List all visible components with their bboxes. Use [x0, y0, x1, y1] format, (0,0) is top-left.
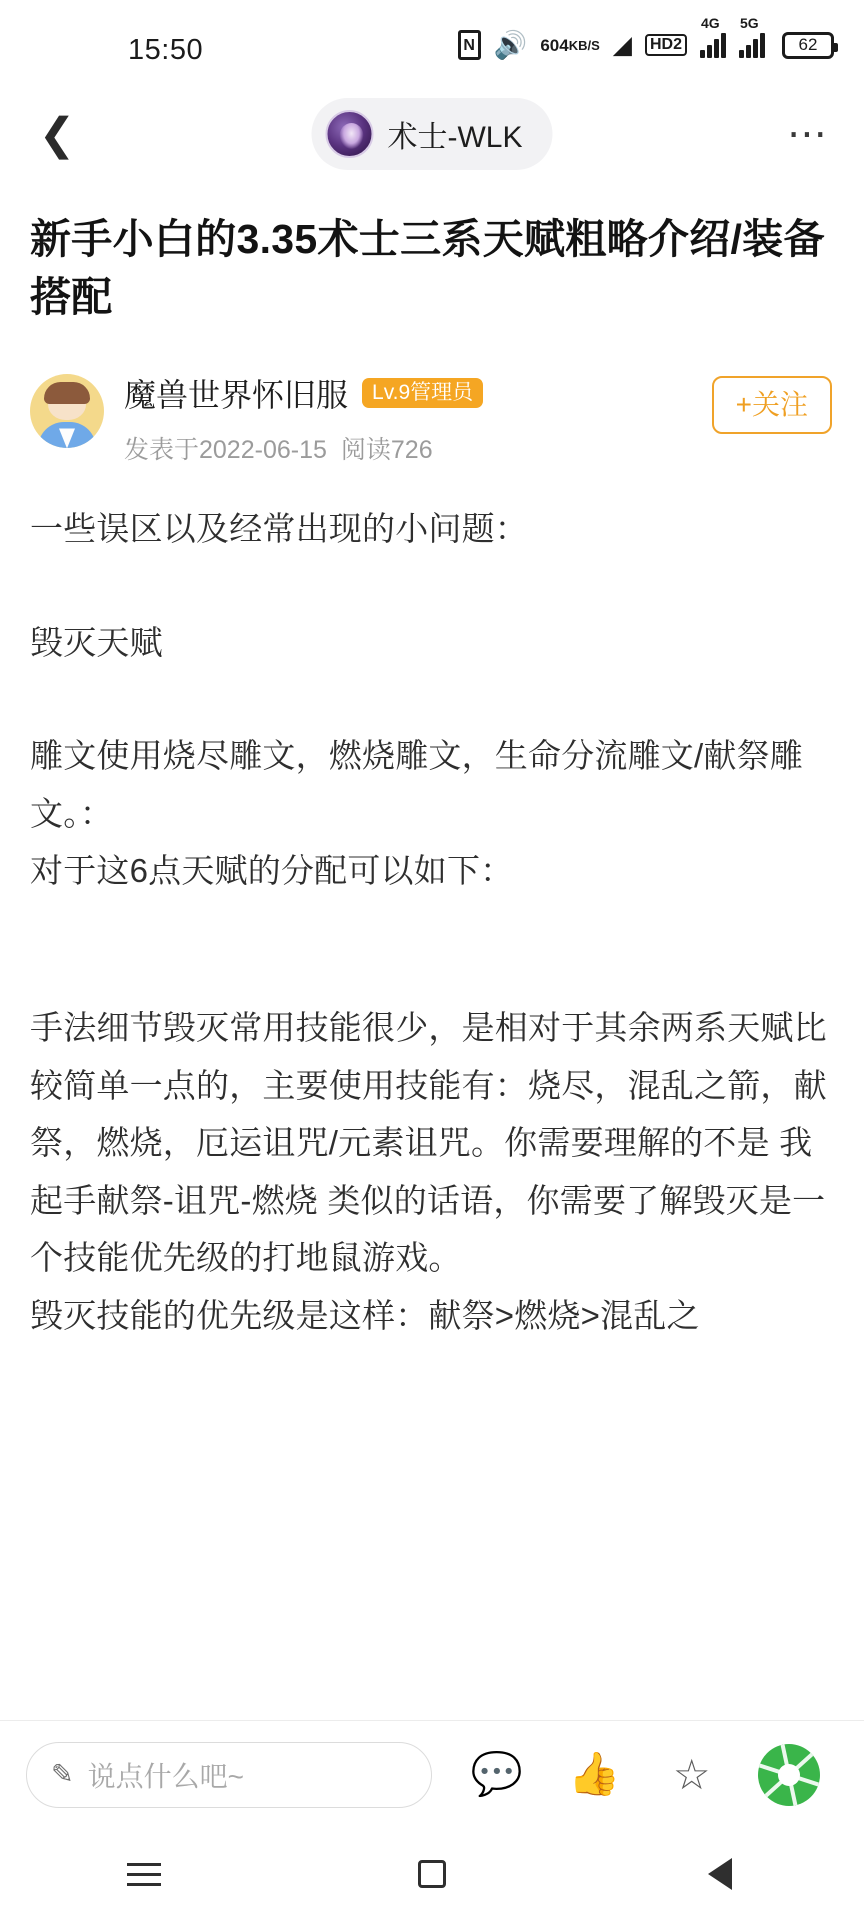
publish-date: 发表于2022-06-15	[124, 436, 327, 465]
article-container	[0, 182, 864, 1344]
hd-label: HD	[649, 36, 674, 53]
action-icons	[432, 1739, 838, 1811]
back-triangle-icon[interactable]	[680, 1844, 760, 1904]
author-name[interactable]: 魔兽世界怀旧服	[124, 377, 349, 414]
network-speed-value: 604	[540, 35, 569, 55]
author-row	[30, 370, 834, 466]
battery-level-label: 62	[798, 35, 818, 54]
article-meta	[124, 430, 483, 466]
wifi-icon: ◢	[612, 30, 632, 59]
read-count: 阅读726	[340, 436, 433, 465]
article-paragraph: 毁灭技能的优先级是这样：献祭>燃烧>混乱之	[30, 1296, 700, 1334]
follow-button[interactable]: +关注	[712, 376, 832, 434]
article-body	[30, 500, 834, 1343]
article-paragraph: 手法细节毁灭常用技能很少，是相对于其余两系天赋比较简单一点的，主要使用技能有：烧尽，混乱之箭，献祭，燃烧，厄运诅咒/元素诅咒。你需要理解的不是 我起手献祭-诅咒-燃烧 类似的话语，你需要了解毁灭是一个技能优先级的打地鼠游戏。	[30, 1009, 827, 1277]
battery-icon	[782, 32, 834, 59]
android-navigation-bar	[0, 1828, 864, 1920]
author-info	[124, 370, 483, 466]
comment-icon[interactable]: 💬	[470, 1750, 523, 1797]
sim2-bars	[739, 32, 765, 58]
more-horizontal-icon[interactable]: ⋯	[787, 112, 830, 156]
menu-icon[interactable]	[104, 1844, 184, 1904]
comment-input-placeholder: 说点什么吧~	[87, 1760, 244, 1792]
comment-input[interactable]	[26, 1742, 432, 1808]
home-square-icon[interactable]	[392, 1844, 472, 1904]
sim1-bars	[700, 32, 726, 58]
article-paragraph: 一些误区以及经常出现的小问题：	[30, 510, 528, 548]
bottom-action-bar	[0, 1720, 864, 1828]
forum-chip-button[interactable]	[312, 98, 553, 170]
hd-sub-label: 2	[673, 36, 682, 53]
status-badge: Lv.9管理员	[362, 378, 483, 408]
sim2-signal-icon	[739, 15, 765, 58]
sim1-network-label: 4G	[701, 15, 720, 31]
forum-chip-label: 术士-WLK	[387, 121, 523, 154]
article-paragraph: 毁灭天赋	[30, 623, 163, 661]
bluetooth-icon: 🔊	[493, 29, 528, 60]
network-speed-unit: KB/S	[568, 37, 600, 53]
article-paragraph: 雕文使用烧尽雕文，燃烧雕文，生命分流雕文/献祭雕文。：	[30, 737, 803, 832]
pencil-icon: ✎	[51, 1759, 74, 1789]
thumbs-up-icon[interactable]: 👍	[568, 1750, 621, 1797]
star-icon[interactable]: ☆	[672, 1751, 711, 1798]
status-bar-clock: 15:50	[128, 34, 204, 66]
sim1-signal-icon	[700, 15, 726, 58]
author-name-row	[124, 370, 483, 416]
back-button[interactable]: ❮	[38, 109, 76, 159]
article-paragraph: 对于这6点天赋的分配可以如下：	[30, 852, 514, 890]
avatar[interactable]	[30, 374, 104, 448]
volte-hd-icon	[645, 34, 687, 56]
app-nav-bar	[0, 86, 864, 182]
sim2-network-label: 5G	[740, 15, 759, 31]
camera-shutter-icon[interactable]	[753, 1739, 825, 1811]
nfc-icon: N	[458, 30, 481, 60]
network-speed-indicator	[540, 37, 599, 54]
status-bar	[0, 0, 864, 86]
warlock-class-icon	[326, 110, 374, 158]
page-title: 新手小白的3.35术士三系天赋粗略介绍/装备搭配	[30, 216, 825, 321]
status-bar-icons	[458, 15, 834, 60]
